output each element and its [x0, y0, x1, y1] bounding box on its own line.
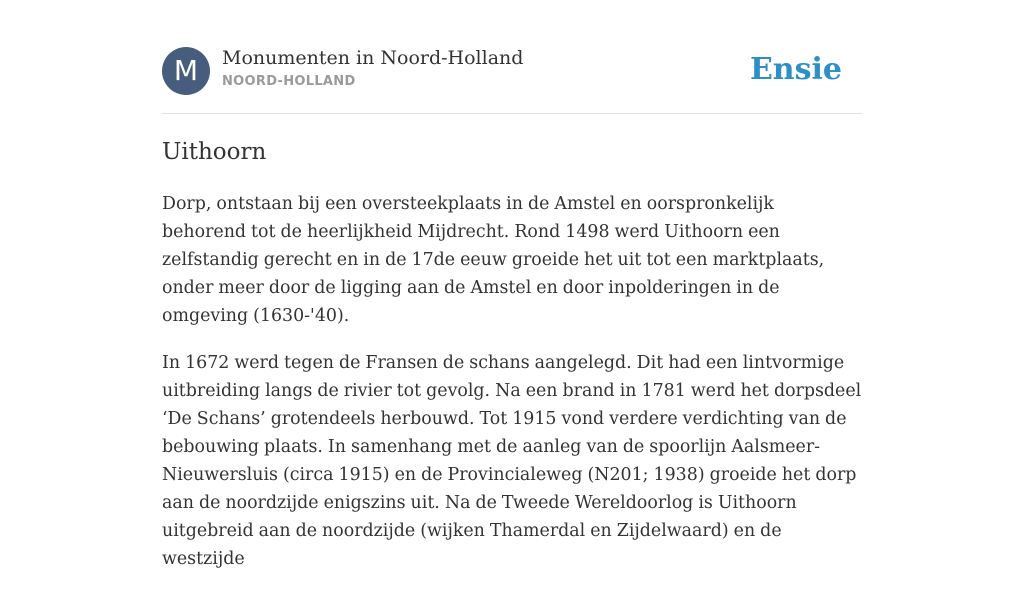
entry-body	[162, 190, 862, 592]
entry-paragraph: In 1672 werd tegen de Fransen de schans aangelegd. Dit had een lintvormige uitbreiding langs de rivier tot gevolg. Na een brand in 1781 werd het dorpsdeel ‘De Schans’ grotendeels herbouwd. Tot 1915 vond verdere verdichting van de bebouwing plaats. In samenhang met de aanleg van de spoorlijn Aalsmeer-Nieuwersluis (circa 1915) en de Provincialeweg (N201; 1938) groeide het dorp aan de noordzijde enigszins uit. Na de Tweede Wereldoorlog is Uithoorn uitgebreid aan de noordzijde (wijken Thamerdal en Zijdelwaard) en de westzijde	[162, 353, 862, 569]
header-divider	[162, 113, 862, 114]
dictionary-header	[162, 46, 862, 96]
entry-paragraph: Dorp, ontstaan bij een oversteekplaats in de Amstel en oorspronkelijk behorend tot de heerlijkheid Mijdrecht. Rond 1498 werd Uithoorn een zelfstandig gerecht en in de 17de eeuw groeide het uit tot een marktplaats, onder meer door de ligging aan de Amstel en door inpolderingen in de omgeving (1630-'40).	[162, 194, 825, 326]
entry-title: Uithoorn	[162, 139, 267, 165]
dictionary-title-link[interactable]: Monumenten in Noord-Holland	[222, 47, 524, 69]
avatar[interactable]: M	[162, 47, 210, 95]
ensie-logo[interactable]: Ensie	[749, 52, 842, 87]
dictionary-subtitle: NOORD-HOLLAND	[222, 74, 356, 89]
